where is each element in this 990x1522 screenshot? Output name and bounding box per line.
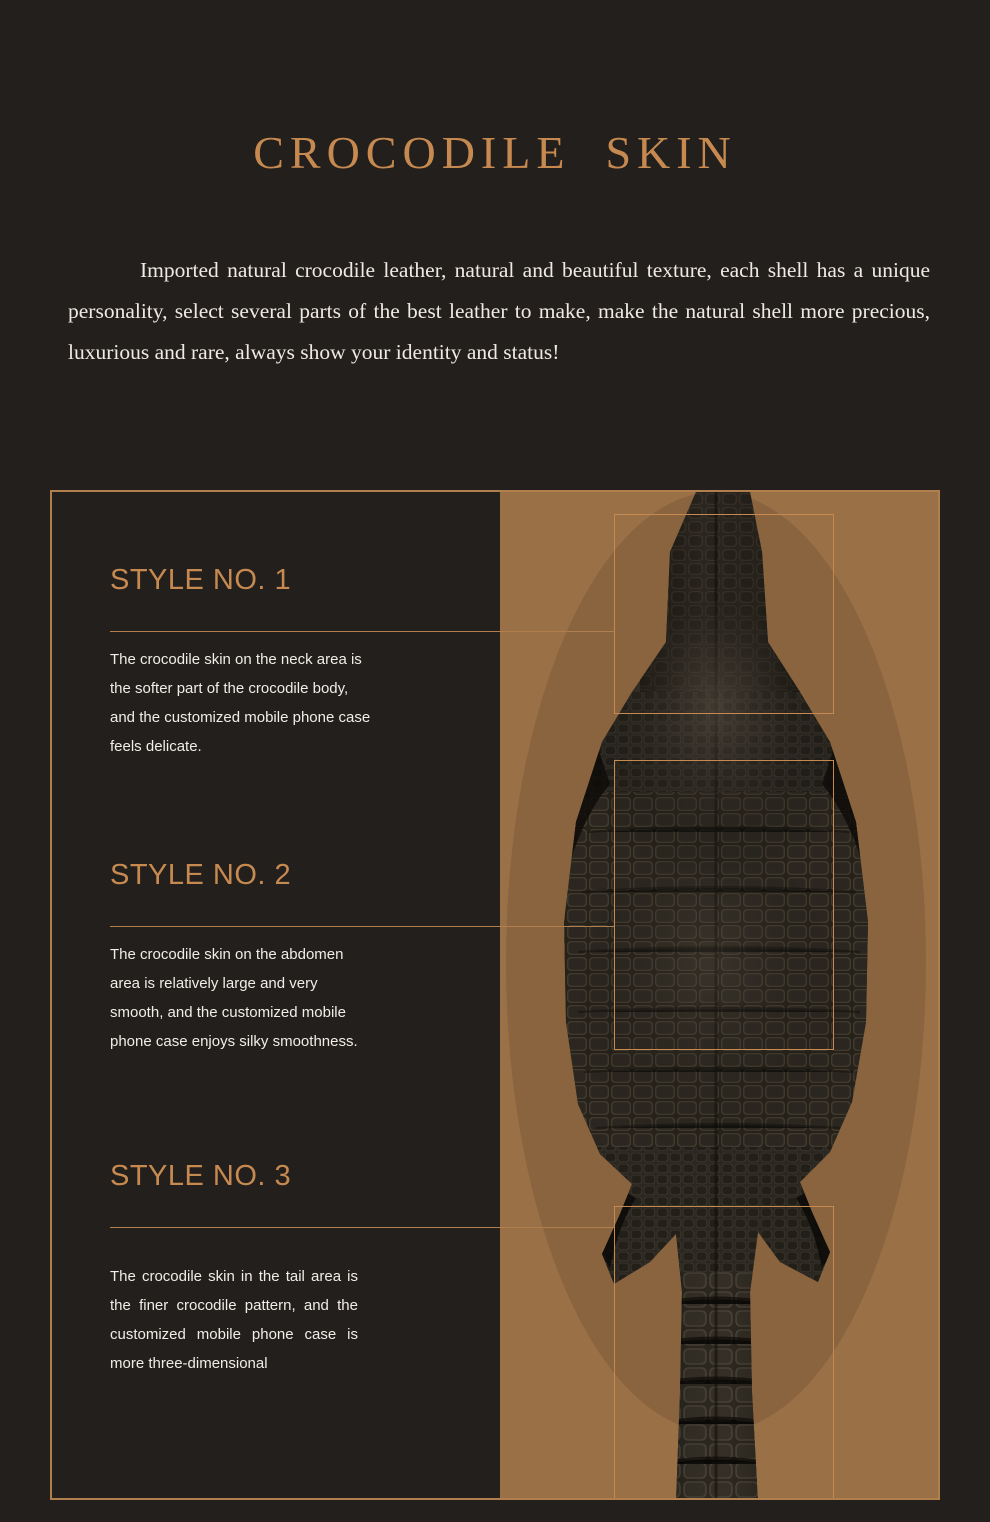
style-2-text-wrap: [110, 940, 490, 1056]
style-3-rule: [110, 1227, 508, 1228]
style-1-heading: STYLE NO. 1: [110, 564, 292, 596]
style-3-body: The crocodile skin in the tail area is the finer crocodile pattern, and the customized mobile phone case is more three-dimensional: [110, 1268, 358, 1372]
abdomen-highlight: [614, 760, 834, 1050]
style-1-body: The crocodile skin on the neck area is the softer part of the crocodile body, and the customized mobile phone case feels delicate.: [110, 651, 371, 755]
tail-highlight: [614, 1206, 834, 1500]
page-title: CROCODILE SKIN: [253, 126, 737, 178]
style-block-2: [110, 859, 490, 906]
style-2-heading: STYLE NO. 2: [110, 859, 292, 891]
style-2-connector: [508, 926, 615, 927]
style-3-text-wrap: [110, 1262, 490, 1378]
style-1-text-wrap: [110, 645, 490, 761]
style-3-heading: STYLE NO. 3: [110, 1160, 292, 1192]
style-block-3: [110, 1160, 490, 1207]
style-1-rule: [110, 631, 508, 632]
styles-panel: [50, 490, 940, 1500]
neck-highlight: [614, 514, 834, 714]
style-1-connector: [508, 631, 615, 632]
style-2-rule: [110, 926, 508, 927]
style-2-body: The crocodile skin on the abdomen area is relatively large and very smooth, and the customized mobile phone case enjoys silky smoothness.: [110, 946, 358, 1050]
intro-paragraph: Imported natural crocodile leather, natural and beautiful texture, each shell has a unique personality, select several parts of the best leather to make, make the natural shell more precious, luxurious and rare, always show your identity and status!: [68, 257, 930, 364]
style-3-connector: [508, 1227, 615, 1228]
style-block-1: [110, 564, 490, 611]
